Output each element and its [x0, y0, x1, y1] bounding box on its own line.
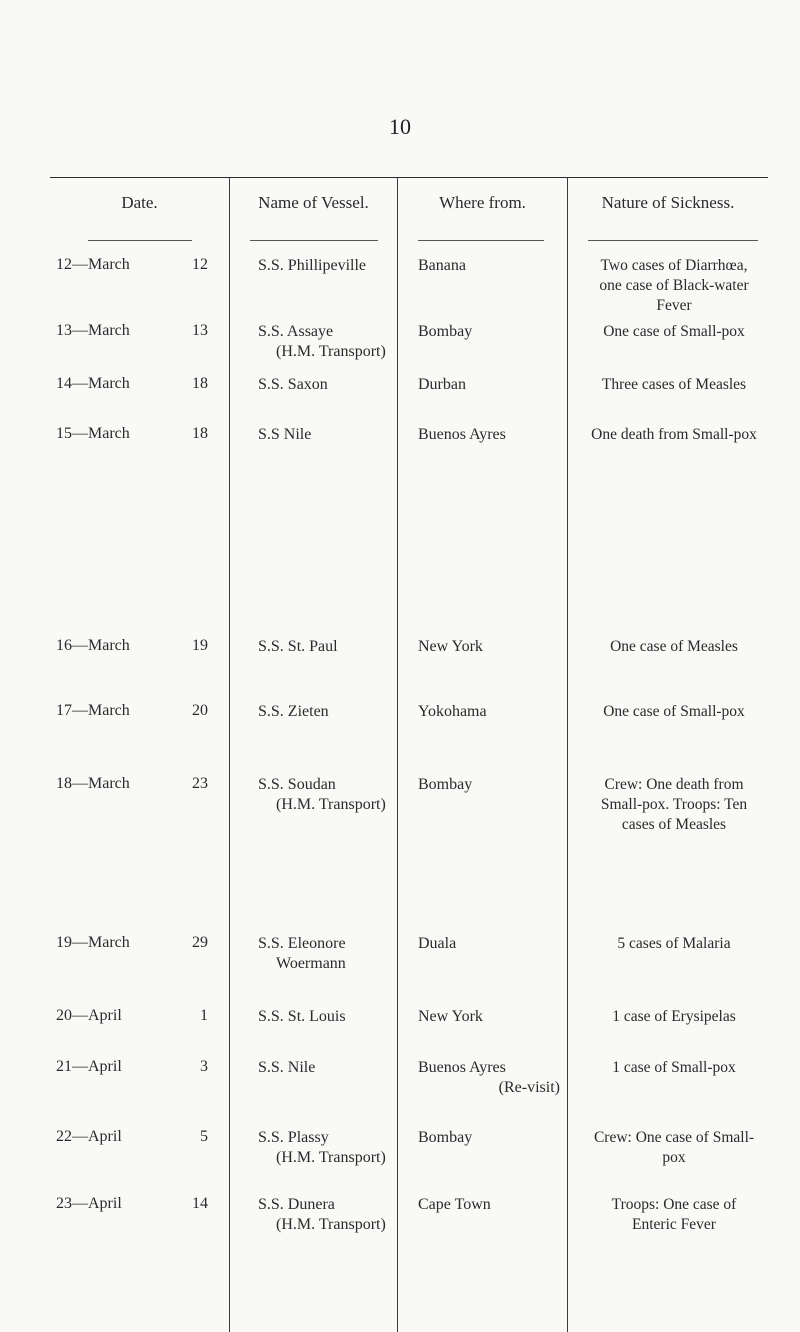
nature-of-sickness: One case of Small-pox: [603, 323, 745, 340]
row-day: 12: [192, 256, 208, 273]
vessel-name-text: S.S. Saxon: [258, 376, 328, 393]
vessel-name: [258, 1195, 398, 1235]
row-number: 22—April: [56, 1128, 122, 1145]
row-number: 14—March: [56, 375, 130, 392]
where-from-text: Yokohama: [418, 703, 487, 720]
nature-of-sickness: 1 case of Small-pox: [612, 1059, 736, 1076]
header-underline: [250, 240, 378, 241]
where-from: [418, 934, 566, 954]
nature-of-sickness: One case of Measles: [610, 638, 738, 655]
nature-of-sickness: Three cases of Measles: [601, 376, 747, 393]
header-underline: [588, 240, 758, 241]
vessel-name: [258, 775, 398, 815]
column-divider: [229, 177, 230, 1332]
nature-of-sickness: Crew: One death from Small-pox. Troops: Ten cases of Measles: [600, 776, 748, 833]
vessel-name: [258, 425, 398, 445]
row-number: 15—March: [56, 425, 130, 442]
where-from: [418, 1195, 566, 1215]
vessel-name: [258, 934, 398, 974]
nature-of-sickness: 1 case of Erysipelas: [612, 1008, 736, 1025]
page-number: 10: [389, 114, 411, 139]
where-from: [418, 775, 566, 795]
vessel-name-text: S.S. St. Louis: [258, 1008, 346, 1025]
vessel-name-text: S.S. Nile: [258, 1059, 316, 1076]
vessel-name-text: S.S. Soudan: [258, 776, 336, 793]
row-number: 17—March: [56, 702, 130, 719]
vessel-name: [258, 1058, 398, 1078]
vessel-subtitle: (H.M. Transport): [276, 796, 386, 813]
vessel-name: [258, 702, 398, 722]
nature-of-sickness: 5 cases of Malaria: [617, 935, 731, 952]
vessel-name: [258, 637, 398, 657]
where-from-text: New York: [418, 1008, 483, 1025]
vessel-name-text: S.S. Zieten: [258, 703, 329, 720]
vessel-name: [258, 1128, 398, 1168]
where-from-note: (Re-visit): [498, 1079, 560, 1096]
where-from-text: Duala: [418, 935, 457, 952]
header-where-from: Where from.: [439, 193, 526, 212]
row-day: 5: [200, 1128, 208, 1145]
vessel-subtitle: (H.M. Transport): [276, 343, 386, 360]
row-number: 16—March: [56, 637, 130, 654]
row-day: 19: [192, 637, 208, 654]
column-divider: [567, 177, 568, 1332]
vessel-name: [258, 1007, 398, 1027]
where-from-text: New York: [418, 638, 483, 655]
vessel-subtitle: (H.M. Transport): [276, 1216, 386, 1233]
row-number: 12—March: [56, 256, 130, 273]
where-from: [418, 1058, 566, 1098]
vessel-name-text: S.S. Assaye: [258, 323, 334, 340]
row-day: 23: [192, 775, 208, 792]
row-number: 21—April: [56, 1058, 122, 1075]
where-from: [418, 425, 566, 445]
header-underline: [88, 240, 192, 241]
header-nature-of-sickness: Nature of Sickness.: [601, 193, 735, 212]
row-day: 29: [192, 934, 208, 951]
row-day: 18: [192, 425, 208, 442]
table-top-rule: [50, 177, 768, 178]
where-from: [418, 256, 566, 276]
vessel-name-text: S.S. Phillipeville: [258, 257, 367, 274]
row-number: 13—March: [56, 322, 130, 339]
nature-of-sickness: One case of Small-pox: [603, 703, 745, 720]
where-from: [418, 1128, 566, 1148]
row-day: 18: [192, 375, 208, 392]
where-from: [418, 702, 566, 722]
where-from-text: Buenos Ayres: [418, 1059, 506, 1076]
row-number: 20—April: [56, 1007, 122, 1024]
row-number: 19—March: [56, 934, 130, 951]
where-from: [418, 637, 566, 657]
header-underline: [418, 240, 544, 241]
vessel-name: [258, 322, 398, 362]
vessel-name-text: S.S. Eleonore: [258, 935, 346, 952]
nature-of-sickness: Two cases of Diarrhœa, one case of Black-water Fever: [599, 257, 749, 314]
header-date: Date.: [121, 193, 158, 212]
where-from-text: Banana: [418, 257, 466, 274]
where-from-text: Durban: [418, 376, 466, 393]
vessel-subtitle: Woermann: [276, 955, 346, 972]
where-from-text: Bombay: [418, 1129, 473, 1146]
vessel-name: [258, 256, 398, 276]
where-from: [418, 375, 566, 395]
nature-of-sickness: Crew: One case of Small-pox: [593, 1129, 755, 1166]
row-day: 1: [200, 1007, 208, 1024]
header-vessel: Name of Vessel.: [258, 193, 369, 212]
vessel-name: [258, 375, 398, 395]
vessel-name-text: S.S. St. Paul: [258, 638, 338, 655]
where-from-text: Bombay: [418, 323, 473, 340]
vessel-subtitle: (H.M. Transport): [276, 1149, 386, 1166]
row-number: 23—April: [56, 1195, 122, 1212]
vessel-name-text: S.S. Plassy: [258, 1129, 329, 1146]
row-day: 13: [192, 322, 208, 339]
where-from: [418, 322, 566, 342]
where-from-text: Cape Town: [418, 1196, 491, 1213]
row-day: 14: [192, 1195, 208, 1212]
nature-of-sickness: One death from Small-pox: [591, 426, 757, 443]
row-number: 18—March: [56, 775, 130, 792]
where-from: [418, 1007, 566, 1027]
row-day: 3: [200, 1058, 208, 1075]
nature-of-sickness: Troops: One case of Enteric Fever: [611, 1196, 737, 1233]
where-from-text: Buenos Ayres: [418, 426, 506, 443]
vessel-name-text: S.S Nile: [258, 426, 312, 443]
where-from-text: Bombay: [418, 776, 473, 793]
row-day: 20: [192, 702, 208, 719]
vessel-name-text: S.S. Dunera: [258, 1196, 335, 1213]
